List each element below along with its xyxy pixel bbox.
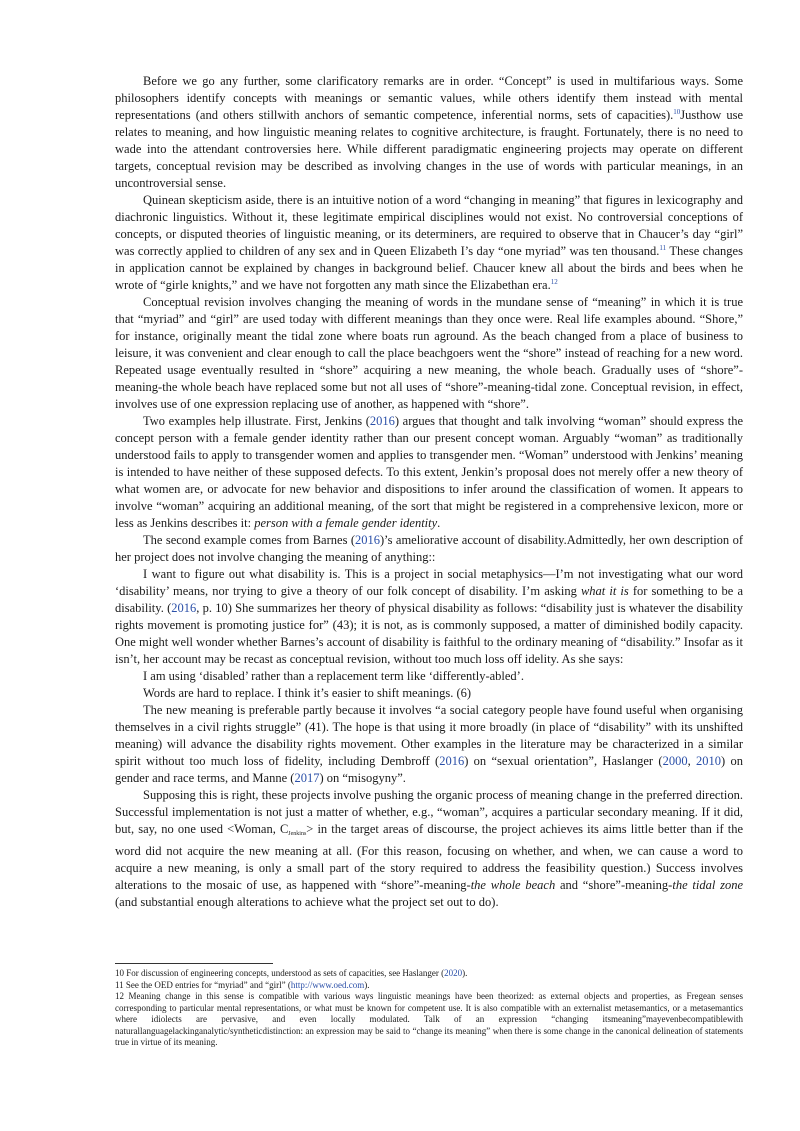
footnote-ref-11[interactable]: 11: [659, 243, 667, 252]
paragraph-text: and “shore”-meaning-: [555, 878, 673, 892]
paragraph-2: [115, 192, 743, 294]
paragraph-text: ,: [687, 754, 697, 768]
paragraph-text: The new meaning is preferable partly because it involves “a social category people have found useful when organising themselves in a civil rights struggle” (41). The hope is that using it more broadly (in place of “disability” with its unshifted meaning) will advance the disability rights movement. Other examples in the literature may be characterized in a similar spirit without too much loss of fidelity, including Dembroff (: [115, 703, 743, 768]
footnotes: [115, 968, 743, 1049]
paragraph-9: [115, 702, 743, 787]
paragraph-8: Words are hard to replace. I think it’s easier to shift meanings. (6): [143, 686, 472, 700]
citation-link[interactable]: 2016: [171, 601, 197, 615]
citation-link[interactable]: 2017: [294, 771, 320, 785]
paragraph-10: [115, 787, 743, 911]
paragraph-text: Supposing this is right, these projects involve pushing the organic process of meaning change in the preferred direction. Successful implementation is not just a matter of whether, e.g., “woman”, acquires a particular secondary meaning. If it did, but, say, no one used <Woman, C: [115, 788, 743, 836]
article-body: [115, 73, 743, 911]
emphasis-text: what it is: [580, 584, 629, 598]
url-link[interactable]: http://www.oed.com: [290, 979, 365, 990]
paragraph-text: )’s ameliorative account of disability.Admittedly, her own description of her project does not involve changing the meaning of anything::: [115, 533, 743, 564]
footnote-ref-12[interactable]: 12: [550, 277, 558, 286]
emphasis-text: the tidal zone: [672, 878, 744, 892]
footnote-separator: [115, 963, 273, 964]
paragraph-7: I am using ‘disabled’ rather than a replacement term like ‘differently-abled’.: [143, 669, 524, 683]
paragraph-text: ) on gender and race terms, and Manne (: [115, 754, 743, 785]
footnote-text: ).: [462, 968, 468, 978]
paragraph-text: Quinean skepticism aside, there is an intuitive notion of a word “changing in meaning” that figures in lexicography and diachronic linguistics. Without it, these legitimate empirical disciplines would not exist. No controversial conceptions of concepts, or disputed theories of linguistic meaning, or its determiners, are required to observe that in Chaucer’s day “girl” was correctly applied to children of any sex and in Queen Elizabeth I’s day “one myriad” was ten thousand.: [115, 193, 743, 258]
citation-link[interactable]: 2016: [369, 414, 395, 428]
footnote-ref-10[interactable]: 10: [673, 107, 681, 116]
citation-link[interactable]: 2000: [662, 754, 688, 768]
paragraph-text: (and substantial enough alterations to achieve what the project set out to do).: [115, 895, 499, 909]
paragraph-6: [115, 566, 743, 668]
footnote-text: 10 For discussion of engineering concepts, understood as sets of capacities, see Haslanger (: [115, 968, 445, 978]
paragraph-text: Before we go any further, some clarificatory remarks are in order. “Concept” is used in multifarious ways. Some philosophers identify concepts with meanings or semantic values, while others identify them instead with mental representations (and others stillwith anchors of semantic competence, inferential norms, sets of capacities).: [115, 74, 743, 122]
subscript-text: Jenkins: [288, 831, 307, 837]
paragraph-4: [115, 413, 743, 532]
paragraph-text: The second example comes from Barnes (: [143, 533, 355, 547]
emphasis-text: person with a female gender identity: [254, 516, 438, 530]
paragraph-text: ) on “sexual orientation”, Haslanger (: [464, 754, 663, 768]
paragraph-text: These changes in application cannot be explained by changes in background belief. Chaucer knew all about the birds and bees when he wrote of “girle knights,” and we have not forgotten any math since the Elizabethan era.: [115, 244, 743, 292]
paragraph-5: [115, 532, 743, 566]
citation-link[interactable]: 2020: [444, 968, 463, 978]
footnote-10: [115, 968, 743, 980]
paragraph-text: Two examples help illustrate. First, Jenkins (: [143, 414, 370, 428]
paragraph-text: , p. 10) She summarizes her theory of physical disability as follows: “disability just is whatever the disability rights movement is promoting justice for” (43); it is not, as is commonly supposed, a matter of diminished bodily capacity. One might well wonder whether Barnes’s account of disability is faithful to the ordinary meaning of “disability.” Insofar as it isn’t, her account may be recast as conceptual revision, without too much loss off idelity. As she says:: [115, 601, 743, 666]
footnote-text: 11 See the OED entries for “myriad” and “girl” (: [115, 979, 291, 990]
paragraph-text: ) on “misogyny”.: [319, 771, 406, 785]
emphasis-text: the whole beach: [470, 878, 556, 892]
paragraph-text: .: [437, 516, 441, 530]
paragraph-text: for something to be a disability. (: [115, 584, 744, 615]
paragraph-text: ) argues that thought and talk involving “woman” should express the concept person with a female gender identity rather than our present concept woman. Arguably “woman” as traditionally understood fails to apply to transgender women and applies to transgender men. “Woman” understood with Jenkins’ meaning is intended to have neither of these supposed defects. To this extent, Jenkin’s proposal does not merely offer a new theory of what women are, or advocate for new behavior and dispositions to infer around the classification of women. It appears to involve “woman” acquiring an additional meaning, of the sort that might be registered in a comprehensive lexicon, more or less as Jenkins describes it:: [115, 414, 743, 530]
paragraph-3: Conceptual revision involves changing the meaning of words in the mundane sense of “meaning” in which it is true that “myriad” and “girl” are used today with different meanings than they once were. Real life examples abound. “Shore,” for instance, originally meant the tidal zone where boats run aground. As the beach changed from a place of business to leisure, it was convenient and clear enough to call the place beachgoers went the “shore” instead of reaching for a new word. Repeated usage eventually resulted in “shore” acquiring a new meaning, the whole beach. Gradually uses of “shore”-meaning-the whole beach have replaced some but not all uses of “shore”-meaning-tidal zone. Conceptual revision, in effect, involves use of one expression replacing use of another, as happened with “shore”.: [115, 295, 743, 411]
paragraph-text: Justhow use relates to meaning, and how linguistic meaning relates to cognitive architecture, is fraught. Fortunately, there is no need to wade into the attendant controversies here. While different paradigmatic engineering projects may operate on different targets, conceptual revision may be described as involving changes in the use of words with particular meanings, in an uncontroversial sense.: [115, 108, 743, 190]
citation-link[interactable]: 2016: [355, 533, 380, 547]
footnote-text: ).: [364, 979, 370, 990]
citation-link[interactable]: 2010: [696, 754, 722, 768]
citation-link[interactable]: 2016: [439, 754, 465, 768]
paragraph-text: > in the target areas of discourse, the project achieves its aims little better than if the word did not acquire the new meaning at all. (For this reason, focusing on whether, and when, we can cause a word to acquire a new meaning, is only a small part of the story required to address the feasibility question.) Success involves alterations to the mosaic of use, as happened with “shore”-meaning-: [115, 822, 743, 892]
paragraph-text: I want to figure out what disability is. This is a project in social metaphysics—I’m not investigating what our word ‘disability’ means, nor trying to give a theory of our folk concept of disability. I’m asking: [115, 567, 743, 598]
footnote-11: [115, 980, 743, 992]
paragraph-1: [115, 73, 743, 192]
footnote-12: 12 Meaning change in this sense is compatible with various ways linguistic meanings have been theorized: as external objects and properties, as Fregean senses corresponding to particular mental representations, or what must be known for competent use. It is also compatible with an externalist metasemantics, or a metasemantics where idiolects are pervasive, and even locally modulated. Talk of an expression “changing itsmeaning”mayevenbecompatiblewith naturallanguagelackinganalytic/syntheticdistinction: an expression may be said to “change its meaning” when there is some change in the canonical delineation of statements true in virtue of its meaning.: [115, 991, 743, 1047]
